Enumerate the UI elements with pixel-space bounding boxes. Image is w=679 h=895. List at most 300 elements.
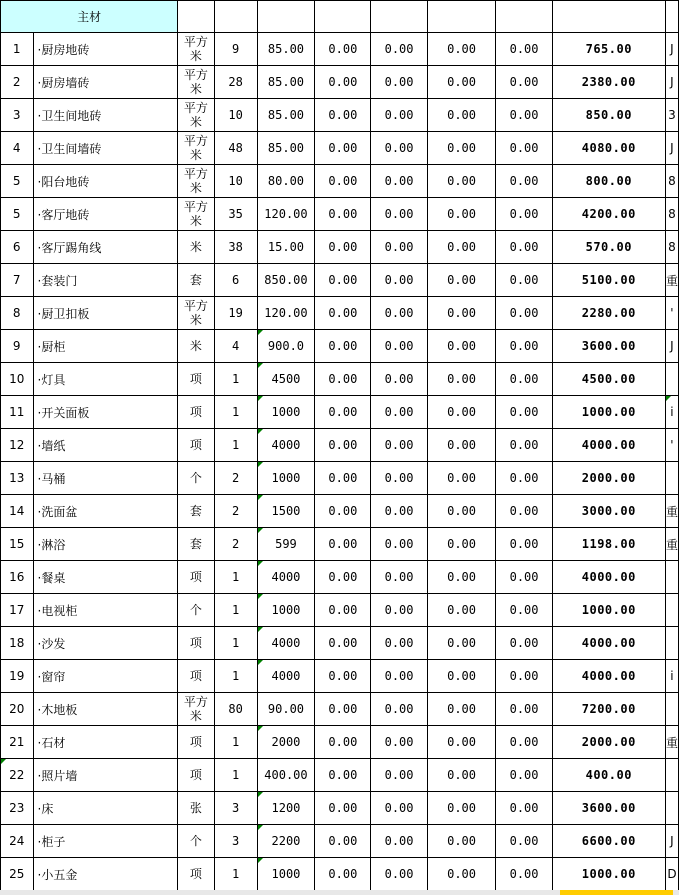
amount-col-3-cell[interactable] — [427, 198, 496, 231]
quantity-cell[interactable] — [214, 660, 257, 693]
row-number-cell[interactable] — [1, 528, 34, 561]
amount-col-4-cell[interactable] — [496, 759, 552, 792]
total-cell[interactable] — [552, 825, 665, 858]
amount-col-1-cell[interactable] — [315, 429, 371, 462]
amount-col-4-cell[interactable] — [496, 396, 552, 429]
amount-col-3-cell[interactable] — [427, 561, 496, 594]
amount-col-1-cell[interactable] — [315, 660, 371, 693]
total-cell[interactable] — [552, 693, 665, 726]
amount-col-2-cell[interactable] — [371, 627, 427, 660]
note-cell[interactable] — [665, 594, 678, 627]
unit-cell[interactable] — [178, 594, 214, 627]
quantity-cell[interactable] — [214, 462, 257, 495]
amount-col-4-cell[interactable] — [496, 561, 552, 594]
row-number-cell[interactable] — [1, 363, 34, 396]
amount-col-1-cell[interactable] — [315, 330, 371, 363]
row-number-cell[interactable] — [1, 462, 34, 495]
quantity-cell[interactable] — [214, 363, 257, 396]
amount-col-2-cell[interactable] — [371, 363, 427, 396]
item-name-cell[interactable] — [33, 858, 178, 891]
item-name-cell[interactable] — [33, 363, 178, 396]
note-cell[interactable] — [665, 264, 678, 297]
unit-cell[interactable] — [178, 858, 214, 891]
unit-cell[interactable] — [178, 660, 214, 693]
quantity-cell[interactable] — [214, 495, 257, 528]
quantity-cell[interactable] — [214, 726, 257, 759]
unit-cell[interactable] — [178, 825, 214, 858]
amount-col-2-cell[interactable] — [371, 396, 427, 429]
unit-cell[interactable] — [178, 627, 214, 660]
amount-col-1-cell[interactable] — [315, 297, 371, 330]
amount-col-3-cell[interactable] — [427, 627, 496, 660]
unit-price-cell[interactable] — [257, 231, 315, 264]
amount-col-3-cell[interactable] — [427, 231, 496, 264]
amount-col-3-cell[interactable] — [427, 66, 496, 99]
quantity-cell[interactable] — [214, 165, 257, 198]
unit-cell[interactable] — [178, 99, 214, 132]
row-number-cell[interactable] — [1, 759, 34, 792]
unit-cell[interactable] — [178, 165, 214, 198]
note-cell[interactable] — [665, 330, 678, 363]
amount-col-3-cell[interactable] — [427, 33, 496, 66]
unit-price-cell[interactable] — [257, 297, 315, 330]
amount-col-3-cell[interactable] — [427, 264, 496, 297]
amount-col-2-cell[interactable] — [371, 792, 427, 825]
quantity-cell[interactable] — [214, 231, 257, 264]
note-cell[interactable] — [665, 165, 678, 198]
amount-col-4-cell[interactable] — [496, 264, 552, 297]
amount-col-3-cell[interactable] — [427, 759, 496, 792]
amount-col-1-cell[interactable] — [315, 363, 371, 396]
unit-price-cell[interactable] — [257, 528, 315, 561]
total-cell[interactable] — [552, 660, 665, 693]
total-cell[interactable] — [552, 66, 665, 99]
note-cell[interactable] — [665, 528, 678, 561]
note-cell[interactable] — [665, 693, 678, 726]
header-empty-cell[interactable] — [315, 1, 371, 33]
amount-col-2-cell[interactable] — [371, 330, 427, 363]
amount-col-3-cell[interactable] — [427, 528, 496, 561]
unit-price-cell[interactable] — [257, 165, 315, 198]
amount-col-2-cell[interactable] — [371, 528, 427, 561]
unit-cell[interactable] — [178, 792, 214, 825]
amount-col-2-cell[interactable] — [371, 99, 427, 132]
note-cell[interactable] — [665, 726, 678, 759]
unit-price-cell[interactable] — [257, 429, 315, 462]
amount-col-4-cell[interactable] — [496, 132, 552, 165]
amount-col-1-cell[interactable] — [315, 528, 371, 561]
quantity-cell[interactable] — [214, 297, 257, 330]
amount-col-4-cell[interactable] — [496, 33, 552, 66]
amount-col-4-cell[interactable] — [496, 660, 552, 693]
total-cell[interactable] — [552, 165, 665, 198]
unit-cell[interactable] — [178, 429, 214, 462]
row-number-cell[interactable] — [1, 693, 34, 726]
unit-price-cell[interactable] — [257, 495, 315, 528]
amount-col-3-cell[interactable] — [427, 660, 496, 693]
row-number-cell[interactable] — [1, 198, 34, 231]
quantity-cell[interactable] — [214, 825, 257, 858]
amount-col-4-cell[interactable] — [496, 495, 552, 528]
amount-col-4-cell[interactable] — [496, 165, 552, 198]
amount-col-1-cell[interactable] — [315, 264, 371, 297]
item-name-cell[interactable] — [33, 726, 178, 759]
amount-col-3-cell[interactable] — [427, 792, 496, 825]
item-name-cell[interactable] — [33, 693, 178, 726]
unit-cell[interactable] — [178, 297, 214, 330]
amount-col-2-cell[interactable] — [371, 693, 427, 726]
item-name-cell[interactable] — [33, 99, 178, 132]
item-name-cell[interactable] — [33, 594, 178, 627]
total-cell[interactable] — [552, 759, 665, 792]
item-name-text: ·小五金 — [37, 867, 78, 882]
row-number-cell[interactable] — [1, 726, 34, 759]
amount-col-1-cell[interactable] — [315, 396, 371, 429]
amount-col-4-cell[interactable] — [496, 330, 552, 363]
note-cell[interactable] — [665, 198, 678, 231]
unit-cell[interactable] — [178, 231, 214, 264]
amount-col-2-cell[interactable] — [371, 264, 427, 297]
amount-col-3-cell[interactable] — [427, 825, 496, 858]
unit-price-cell[interactable] — [257, 594, 315, 627]
amount-col-4-cell[interactable] — [496, 363, 552, 396]
total-cell[interactable] — [552, 429, 665, 462]
header-empty-cell[interactable] — [552, 1, 665, 33]
amount-col-2-cell[interactable] — [371, 561, 427, 594]
header-empty-cell[interactable] — [178, 1, 214, 33]
total-cell[interactable] — [552, 726, 665, 759]
quantity-cell[interactable] — [214, 396, 257, 429]
unit-price-cell[interactable] — [257, 759, 315, 792]
unit-cell[interactable] — [178, 726, 214, 759]
unit-price-cell[interactable] — [257, 726, 315, 759]
amount-col-1-cell[interactable] — [315, 66, 371, 99]
item-name-cell[interactable] — [33, 528, 178, 561]
amount-col-1-cell[interactable] — [315, 165, 371, 198]
quantity-cell[interactable] — [214, 561, 257, 594]
total-cell[interactable] — [552, 627, 665, 660]
unit-price-cell[interactable] — [257, 99, 315, 132]
note-cell[interactable] — [665, 66, 678, 99]
item-name-cell[interactable] — [33, 627, 178, 660]
amount-col-2-cell[interactable] — [371, 132, 427, 165]
header-empty-cell[interactable] — [257, 1, 315, 33]
amount-col-2-cell[interactable] — [371, 66, 427, 99]
quantity-cell[interactable] — [214, 264, 257, 297]
amount-col-3-cell[interactable] — [427, 99, 496, 132]
note-cell[interactable] — [665, 363, 678, 396]
note-cell[interactable] — [665, 495, 678, 528]
amount-col-4-cell[interactable] — [496, 528, 552, 561]
amount-col-2-cell[interactable] — [371, 660, 427, 693]
amount-col-2-cell[interactable] — [371, 297, 427, 330]
quantity-cell[interactable] — [214, 693, 257, 726]
amount-col-3-cell[interactable] — [427, 396, 496, 429]
amount-col-1-cell[interactable] — [315, 627, 371, 660]
amount-col-4-cell[interactable] — [496, 693, 552, 726]
note-cell[interactable] — [665, 627, 678, 660]
amount-col-2-cell[interactable] — [371, 726, 427, 759]
item-name-cell[interactable] — [33, 561, 178, 594]
amount-col-3-cell[interactable] — [427, 429, 496, 462]
note-cell[interactable] — [665, 297, 678, 330]
unit-price-cell[interactable] — [257, 132, 315, 165]
header-empty-cell[interactable] — [665, 1, 678, 33]
row-number-cell[interactable] — [1, 792, 34, 825]
total-cell[interactable] — [552, 99, 665, 132]
amount-col-2-cell[interactable] — [371, 198, 427, 231]
row-number-cell[interactable] — [1, 99, 34, 132]
unit-price-cell[interactable] — [257, 825, 315, 858]
amount-col-3-cell[interactable] — [427, 330, 496, 363]
total-cell[interactable] — [552, 792, 665, 825]
amount-col-1-cell[interactable] — [315, 198, 371, 231]
note-cell[interactable] — [665, 792, 678, 825]
unit-cell[interactable] — [178, 561, 214, 594]
amount-col-1-cell[interactable] — [315, 33, 371, 66]
quantity-cell[interactable] — [214, 792, 257, 825]
unit-cell[interactable] — [178, 759, 214, 792]
amount-col-3-cell[interactable] — [427, 132, 496, 165]
note-cell[interactable] — [665, 396, 678, 429]
amount-col-1-cell[interactable] — [315, 693, 371, 726]
note-cell[interactable] — [665, 858, 678, 891]
row-number-cell[interactable] — [1, 231, 34, 264]
header-empty-cell[interactable] — [427, 1, 496, 33]
amount-col-4-cell[interactable] — [496, 429, 552, 462]
total-cell[interactable] — [552, 297, 665, 330]
total-cell[interactable] — [552, 264, 665, 297]
unit-price-cell[interactable] — [257, 198, 315, 231]
item-name-cell[interactable] — [33, 792, 178, 825]
item-name-cell[interactable] — [33, 429, 178, 462]
amount-col-1-cell[interactable] — [315, 99, 371, 132]
amount-col-2-cell[interactable] — [371, 231, 427, 264]
note-cell[interactable] — [665, 759, 678, 792]
unit-cell[interactable] — [178, 693, 214, 726]
item-name-cell[interactable] — [33, 825, 178, 858]
unit-price-cell[interactable] — [257, 561, 315, 594]
unit-cell[interactable] — [178, 132, 214, 165]
item-name-cell[interactable] — [33, 330, 178, 363]
item-name-cell[interactable] — [33, 297, 178, 330]
amount-col-1-cell[interactable] — [315, 594, 371, 627]
amount-col-2-cell[interactable] — [371, 825, 427, 858]
amount-col-2-cell[interactable] — [371, 462, 427, 495]
unit-price-cell[interactable] — [257, 693, 315, 726]
quantity-cell[interactable] — [214, 429, 257, 462]
note-cell[interactable] — [665, 231, 678, 264]
row-number-cell[interactable] — [1, 396, 34, 429]
note-cell[interactable] — [665, 561, 678, 594]
row-number-cell[interactable] — [1, 627, 34, 660]
header-empty-cell[interactable] — [214, 1, 257, 33]
note-cell[interactable] — [665, 429, 678, 462]
unit-cell[interactable] — [178, 198, 214, 231]
item-name-cell[interactable] — [33, 132, 178, 165]
item-name-cell[interactable] — [33, 165, 178, 198]
row-number-cell[interactable] — [1, 264, 34, 297]
amount-col-1-cell[interactable] — [315, 561, 371, 594]
amount-col-1-cell[interactable] — [315, 726, 371, 759]
amount-col-1-cell[interactable] — [315, 759, 371, 792]
item-name-cell[interactable] — [33, 759, 178, 792]
row-number-cell[interactable] — [1, 132, 34, 165]
note-cell[interactable] — [665, 99, 678, 132]
note-cell[interactable] — [665, 132, 678, 165]
row-number-cell[interactable] — [1, 561, 34, 594]
row-number-cell[interactable] — [1, 33, 34, 66]
unit-cell[interactable] — [178, 363, 214, 396]
header-empty-cell[interactable] — [371, 1, 427, 33]
note-cell[interactable] — [665, 462, 678, 495]
unit-cell[interactable] — [178, 462, 214, 495]
unit-price-cell[interactable] — [257, 858, 315, 891]
amount-col-4-cell[interactable] — [496, 99, 552, 132]
unit-price-cell[interactable] — [257, 66, 315, 99]
amount-col-1-cell[interactable] — [315, 792, 371, 825]
quantity-cell[interactable] — [214, 627, 257, 660]
item-name-cell[interactable] — [33, 462, 178, 495]
total-cell[interactable] — [552, 594, 665, 627]
amount-col-4-cell[interactable] — [496, 66, 552, 99]
total-cell[interactable] — [552, 132, 665, 165]
quantity-cell[interactable] — [214, 33, 257, 66]
quantity-cell[interactable] — [214, 198, 257, 231]
row-number-cell[interactable] — [1, 429, 34, 462]
quantity-cell[interactable] — [214, 330, 257, 363]
total-cell[interactable] — [552, 363, 665, 396]
unit-cell[interactable] — [178, 495, 214, 528]
row-number-cell[interactable] — [1, 825, 34, 858]
amount-col-3-cell[interactable] — [427, 693, 496, 726]
amount-col-4-cell[interactable] — [496, 627, 552, 660]
unit-cell[interactable] — [178, 396, 214, 429]
amount-col-2-cell[interactable] — [371, 858, 427, 891]
total-cell[interactable] — [552, 561, 665, 594]
row-number-cell[interactable] — [1, 594, 34, 627]
section-title-cell[interactable] — [1, 1, 178, 33]
amount-col-4-cell[interactable] — [496, 594, 552, 627]
amount-col-4-cell[interactable] — [496, 462, 552, 495]
amount-col-4-cell[interactable] — [496, 858, 552, 891]
amount-col-3-cell[interactable] — [427, 462, 496, 495]
note-cell[interactable] — [665, 825, 678, 858]
unit-price-cell[interactable] — [257, 330, 315, 363]
amount-col-3-cell[interactable] — [427, 297, 496, 330]
amount-col-3-cell[interactable] — [427, 594, 496, 627]
quantity-cell[interactable] — [214, 132, 257, 165]
unit-price-cell[interactable] — [257, 33, 315, 66]
amount-col-1-cell[interactable] — [315, 495, 371, 528]
amount-col-2-cell[interactable] — [371, 33, 427, 66]
item-name-cell[interactable] — [33, 660, 178, 693]
amount-col-4-cell[interactable] — [496, 726, 552, 759]
item-name-cell[interactable] — [33, 66, 178, 99]
quantity-cell[interactable] — [214, 759, 257, 792]
note-cell[interactable] — [665, 660, 678, 693]
amount-col-1-cell[interactable] — [315, 132, 371, 165]
amount-col-4-cell[interactable] — [496, 198, 552, 231]
total-cell[interactable] — [552, 198, 665, 231]
amount-col-1-cell[interactable] — [315, 462, 371, 495]
highlighted-total-cell[interactable] — [560, 890, 673, 895]
row-number-cell[interactable] — [1, 165, 34, 198]
amount-col-1-cell[interactable] — [315, 231, 371, 264]
unit-price-cell[interactable] — [257, 627, 315, 660]
amount-col-2-cell[interactable] — [371, 759, 427, 792]
unit-price-cell[interactable] — [257, 363, 315, 396]
amount-col-4-text: 0.00 — [509, 42, 539, 56]
unit-cell[interactable] — [178, 330, 214, 363]
row-number-cell[interactable] — [1, 495, 34, 528]
total-cell[interactable] — [552, 231, 665, 264]
amount-col-2-cell[interactable] — [371, 165, 427, 198]
amount-col-2-cell[interactable] — [371, 594, 427, 627]
total-cell[interactable] — [552, 858, 665, 891]
amount-col-3-cell[interactable] — [427, 858, 496, 891]
unit-price-cell[interactable] — [257, 264, 315, 297]
total-cell[interactable] — [552, 495, 665, 528]
quantity-cell[interactable] — [214, 858, 257, 891]
header-empty-cell[interactable] — [496, 1, 552, 33]
item-name-cell[interactable] — [33, 396, 178, 429]
amount-col-2-cell[interactable] — [371, 495, 427, 528]
amount-col-2-cell[interactable] — [371, 429, 427, 462]
amount-col-3-cell[interactable] — [427, 726, 496, 759]
item-name-cell[interactable] — [33, 264, 178, 297]
amount-col-1-cell[interactable] — [315, 858, 371, 891]
unit-cell[interactable] — [178, 528, 214, 561]
item-name-cell[interactable] — [33, 198, 178, 231]
item-name-cell[interactable] — [33, 231, 178, 264]
row-number-cell[interactable] — [1, 858, 34, 891]
amount-col-1-cell[interactable] — [315, 825, 371, 858]
amount-col-4-cell[interactable] — [496, 231, 552, 264]
total-cell[interactable] — [552, 462, 665, 495]
row-number-cell[interactable] — [1, 330, 34, 363]
item-name-cell[interactable] — [33, 495, 178, 528]
total-cell[interactable] — [552, 33, 665, 66]
total-cell[interactable] — [552, 396, 665, 429]
total-cell[interactable] — [552, 528, 665, 561]
total-cell[interactable] — [552, 330, 665, 363]
row-number-cell[interactable] — [1, 660, 34, 693]
amount-col-3-text: 0.00 — [447, 405, 477, 419]
unit-price-cell[interactable] — [257, 792, 315, 825]
unit-cell[interactable] — [178, 66, 214, 99]
unit-price-cell[interactable] — [257, 462, 315, 495]
unit-cell[interactable] — [178, 264, 214, 297]
quantity-cell[interactable] — [214, 594, 257, 627]
quantity-cell[interactable] — [214, 66, 257, 99]
amount-col-3-cell[interactable] — [427, 165, 496, 198]
amount-col-3-cell[interactable] — [427, 363, 496, 396]
unit-cell[interactable] — [178, 33, 214, 66]
note-cell[interactable] — [665, 33, 678, 66]
amount-col-4-cell[interactable] — [496, 297, 552, 330]
amount-col-4-cell[interactable] — [496, 825, 552, 858]
row-number-cell[interactable] — [1, 66, 34, 99]
quantity-cell[interactable] — [214, 99, 257, 132]
amount-col-4-cell[interactable] — [496, 792, 552, 825]
unit-price-cell[interactable] — [257, 396, 315, 429]
item-name-cell[interactable] — [33, 33, 178, 66]
unit-price-cell[interactable] — [257, 660, 315, 693]
quantity-cell[interactable] — [214, 528, 257, 561]
row-number-cell[interactable] — [1, 297, 34, 330]
amount-col-3-cell[interactable] — [427, 495, 496, 528]
